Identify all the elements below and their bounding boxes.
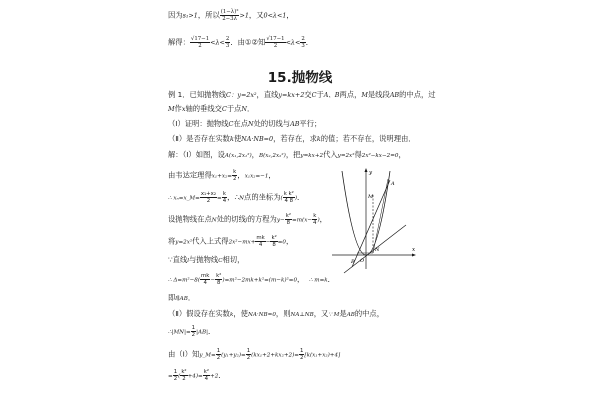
text: ． <box>305 37 314 47</box>
question-2: （Ⅱ）是否存在实数k使NA·NB=0，若存在，求k的值；若不存在，说明理由． <box>168 134 416 143</box>
fraction: $\frac{\text{(1−λ)²}}{2-3\lambda}$ <box>220 9 239 22</box>
point-a-label: A <box>391 181 395 187</box>
text: ， <box>286 10 294 20</box>
fraction: $\frac{2}{3}$ <box>225 36 230 49</box>
text: ．由①②知 <box>230 37 266 47</box>
question-1: （Ⅰ）证明：抛物线C在点N处的切线与AB平行； <box>168 119 322 128</box>
section-title: 15.抛物线 <box>267 70 333 86</box>
text: ，又 <box>248 10 264 20</box>
text: ，所以 <box>197 10 220 20</box>
text: 因为 <box>168 10 183 20</box>
fraction: $\frac{√17-1}{2}$ <box>266 36 285 49</box>
point-b-label: B <box>351 259 355 265</box>
solution-line-5: 将y=2x²代入上式得2x²−mx+ $\frac{mk}{4}$ − $\frac{\text{k²}}{8}$ =0， <box>168 235 294 248</box>
point-m-label: M <box>368 194 374 200</box>
solution-line-4: 设抛物线在点N处的切线l的方程为y− $\frac{\text{k²}}{8}$ =m(x− $\frac{k}{4}$ )， <box>168 213 327 226</box>
point-n-label: N <box>375 247 380 253</box>
math: 0<λ<1 <box>263 11 287 20</box>
example-line-1: 例 1．已知抛物线C：y=2x²，直线y=kx+2交C于A、B两点，M是线段AB的中点，过 <box>168 90 436 99</box>
solution-line-3: ∴ xₙ=x_M= $\frac{\text{x₁+x₂}}{2}$ = $\frac{k}{4}$ ，∴N点的坐标为( $\frac{\text{k k²}}{4 8}$ )． <box>168 191 305 204</box>
fraction: $\frac{2}{3}$ <box>301 36 305 49</box>
solution-line-11: 由（Ⅰ）知y_M= $\frac{1}{2}$ (y₁+y₂)= $\frac{1}{2}$ (kx₁+2+kx₂+2)= $\frac{1}{2}$ [k(x₁+x₂)+4] <box>168 348 341 361</box>
y-axis-arrow <box>365 168 368 172</box>
solution-line-10: ∴|MN|= $\frac{1}{2}$ |AB|． <box>168 325 216 338</box>
origin-label: O <box>360 258 365 264</box>
solution-line-9: （Ⅱ）假设存在实数k，使NA·NB=0，则NA⊥NB，又∵ M是AB的中点， <box>168 309 385 318</box>
solution-line-2: 由韦达定理得x₁+x₂= $\frac{k}{2}$ ，x₁x₂=−1， <box>168 169 276 182</box>
parabola-figure <box>330 165 420 275</box>
math: >1 <box>239 11 249 20</box>
top-line-1 <box>168 9 294 22</box>
solution-line-7: ∴ Δ=m²−8( $\frac{mk}{4}$ − $\frac{\text{k²}}{8}$ )=m²−2mk+k²=(m−k)²=0， ∴ m=k． <box>168 273 335 286</box>
y-axis-label: y <box>369 170 373 176</box>
top-line-2 <box>168 36 313 49</box>
x-axis-label: x <box>412 247 416 253</box>
solution-line-6: ∵直线l与抛物线C相切， <box>168 255 245 264</box>
na-segment <box>373 179 388 253</box>
math: s₁>1 <box>182 11 198 20</box>
solution-line-8: 即l∥AB． <box>168 293 196 302</box>
text: 解得： <box>168 37 190 47</box>
math: <λ< <box>285 38 301 47</box>
x-axis-arrow <box>412 254 416 257</box>
math: <λ< <box>210 38 225 47</box>
fraction: $\frac{√17-1}{2}$ <box>190 36 210 49</box>
example-line-2: M作x轴的垂线交C于点N． <box>168 104 255 113</box>
solution-line-1: 解：（Ⅰ）如图，设A(x₁,2x₁²)，B(x₂,2x₂²)，把y=kx+2代入y=2x²得2x²−kx−2=0， <box>168 150 406 159</box>
solution-line-12: = $\frac{1}{2}$ ( $\frac{\text{k²}}{2}$ +4)= $\frac{\text{k²}}{4}$ +2． <box>168 369 226 382</box>
